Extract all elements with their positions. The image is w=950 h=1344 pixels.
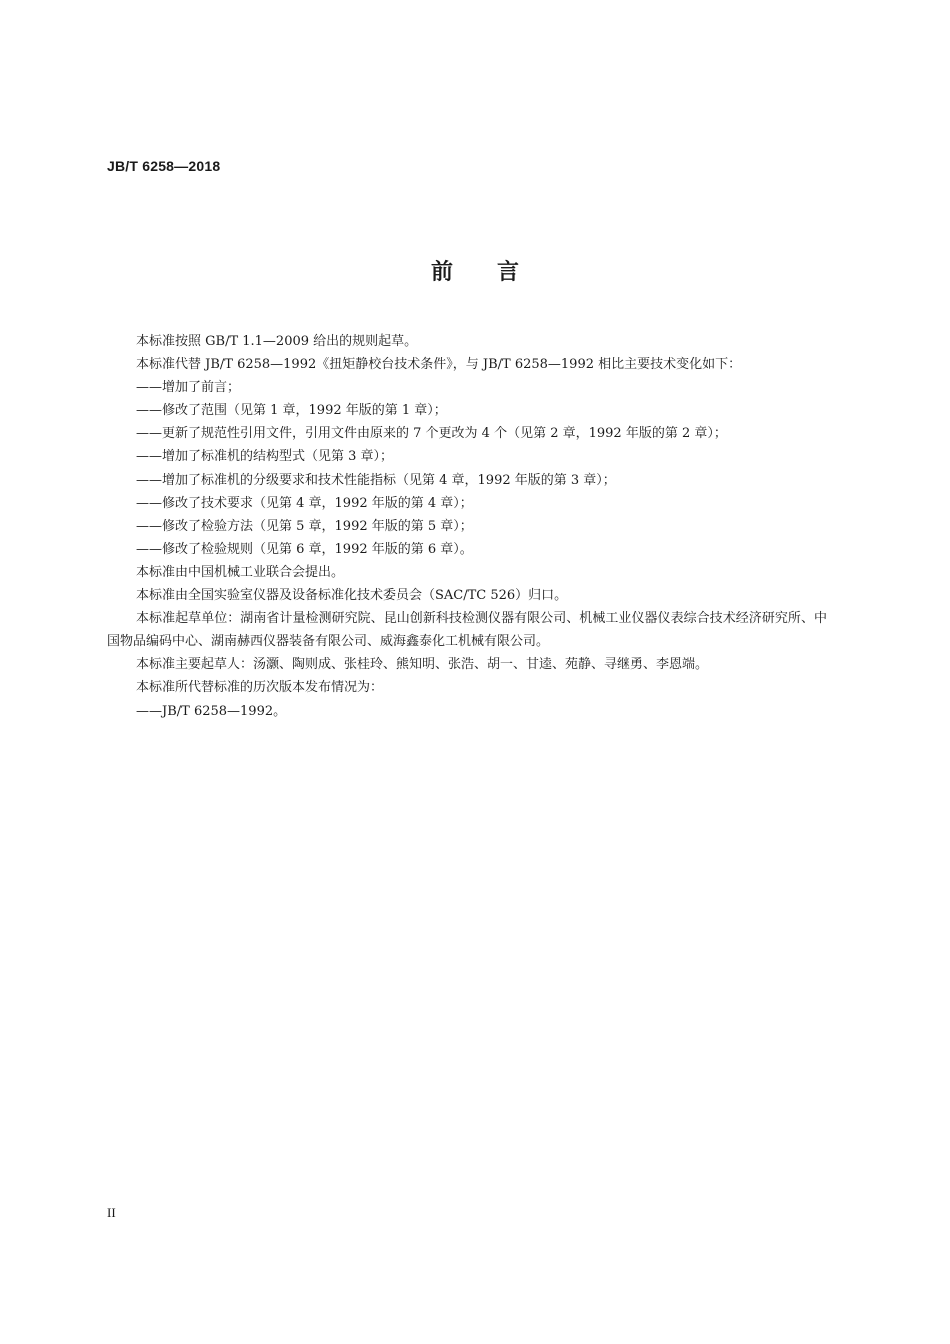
change-item-test-methods: ——修改了检验方法（见第 5 章，1992 年版的第 5 章）； — [136, 518, 473, 534]
change-item-foreword: ——增加了前言； — [136, 380, 241, 396]
change-item-normative-references: ——更新了规范性引用文件，引用文件由原来的 7 个更改为 4 个（见第 2 章，1992 年版的第 2 章）； — [136, 426, 727, 442]
paragraph-technical-committee: 本标准由全国实验室仪器及设备标准化技术委员会（SAC/TC 526）归口。 — [136, 588, 568, 604]
section-title: 前言 — [430, 260, 563, 285]
change-item-technical-requirements: ——修改了技术要求（见第 4 章，1992 年版的第 4 章）； — [136, 495, 473, 511]
paragraph-drafting-organizations: 本标准起草单位：湖南省计量检测研究院、昆山创新科技检测仪器有限公司、机械工业仪器仪表综合技术经济研究所、中国物品编码中心、湖南赫西仪器装备有限公司、威海鑫泰化工机械有限公司。 — [107, 611, 827, 650]
paragraph-main-drafters: 本标准主要起草人：汤灏、陶则成、张桂玲、熊知明、张浩、胡一、甘逵、苑静、寻继勇、李恩端。 — [136, 657, 709, 673]
change-item-grading-requirements: ——增加了标准机的分级要求和技术性能指标（见第 4 章，1992 年版的第 3 章）； — [136, 472, 616, 488]
paragraph-proposer: 本标准由中国机械工业联合会提出。 — [136, 564, 345, 580]
change-item-structure-type: ——增加了标准机的结构型式（见第 3 章）； — [136, 449, 394, 465]
foreword-body — [107, 330, 827, 723]
paragraph-drafting-rules: 本标准按照 GB/T 1.1—2009 给出的规则起草。 — [136, 334, 418, 349]
paragraph-replacement-note: 本标准代替 JB/T 6258—1992《扭矩静校台技术条件》，与 JB/T 6258—1992 相比主要技术变化如下： — [136, 357, 742, 373]
change-item-inspection-rules: ——修改了检验规则（见第 6 章，1992 年版的第 6 章）。 — [136, 541, 473, 557]
version-history-item: ——JB/T 6258—1992。 — [136, 703, 287, 719]
change-item-scope: ——修改了范围（见第 1 章，1992 年版的第 1 章）； — [136, 403, 447, 419]
paragraph-version-history: 本标准所代替标准的历次版本发布情况为： — [136, 680, 384, 696]
page-number: II — [107, 1205, 116, 1220]
standard-code-header: JB/T 6258—2018 — [107, 158, 221, 174]
